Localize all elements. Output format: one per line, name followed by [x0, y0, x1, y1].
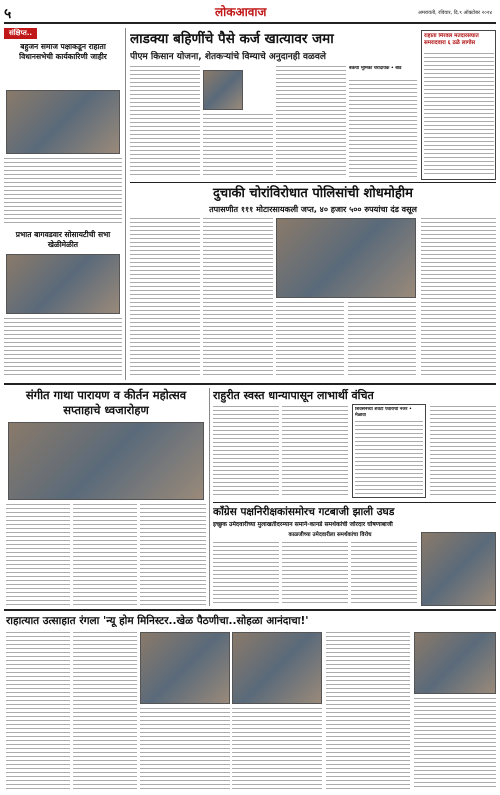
second-body-col4	[348, 302, 416, 378]
congress-body-col3	[351, 542, 417, 606]
lead-byline-box: बँकेची भूमिका चेरादायक • बोड	[349, 66, 402, 71]
sidebar-photo-2	[6, 254, 120, 314]
bottom-body-col3	[140, 708, 230, 790]
congress-headline: काँग्रेस पक्षनिरीक्षकांसमोरच गटबाजी झाली उघड	[213, 506, 395, 518]
page-number: ५	[4, 6, 12, 22]
second-body-col5	[421, 218, 496, 378]
bottom-photo-1	[140, 632, 230, 704]
congress-subhead: इच्छुक उमेदवारीच्या मुलाखतीदरम्यान समाने-कानडे समर्थकांची जोरदार घोषणाबाजी	[213, 521, 393, 528]
row3-right-body	[430, 406, 496, 498]
row3-left-body-col3	[140, 504, 206, 606]
bottom-body-col4	[232, 708, 322, 790]
bottom-body-col2	[73, 632, 137, 790]
row3-mid-headline: राहुरीत स्वस्त धान्यापासून लाभार्थी वंचित	[213, 389, 374, 402]
lead-body-col3	[276, 66, 346, 178]
lead-body-col4	[349, 80, 417, 178]
lead-sidebar-box	[421, 30, 496, 180]
second-headline: दुचाकी चोरांविरोधात पोलिसांची शोधमोहीम	[213, 186, 413, 201]
sidebar-photo	[6, 90, 120, 154]
second-body-col1	[130, 218, 200, 378]
second-body-col3	[276, 302, 344, 378]
row3-divider	[209, 388, 210, 606]
lead-subhead: पीएम किसान योजना, शेतकऱ्यांचे विम्याचे अनुदानही वळवले	[130, 52, 327, 62]
row3-left-headline: संगीत गाथा पारायण व कीर्तन महोत्सव सप्ताहाचे ध्वजारोहण	[25, 388, 187, 417]
masthead	[0, 0, 500, 26]
bottom-photo-3	[414, 632, 496, 694]
row3-box-body	[355, 421, 423, 495]
section-rule-2	[130, 182, 496, 183]
dateline: अमरावती, रविवार, दि.९ ऑक्टोबर २०२४	[418, 10, 492, 16]
second-subhead: तपासणीत १११ मोटारसायकली जप्त, ४० हजार ५०० रुपयांचा दंड वसूल	[209, 205, 417, 214]
sidebar-column	[4, 28, 122, 380]
congress-body-col2	[282, 542, 348, 606]
bottom-photo-2	[232, 632, 322, 704]
bottom-headline: राहात्यात उत्साहात रंगला 'न्यू होम मिनिस्टर..खेळ पैठणीचा..सोहळा आनंदाचा!'	[6, 615, 309, 627]
sidebar-story1-headline: बहुजन समाज पक्षाकडून राहाता विधानसभेची कार्यकारिणी जाहीर	[19, 42, 107, 61]
lead-sidebar-headline: राहाता मिरवल मतदारसंघात समरादवारा ६ ठळे लागोस	[424, 33, 479, 46]
row3-mid-body-col2	[282, 406, 348, 498]
congress-body-col1	[213, 542, 279, 606]
sidebar-story2-headline: प्रभात बागवडवार सोसायटीची सभा खेळीमेळीत	[15, 230, 111, 249]
row3-left-body-col2	[73, 504, 137, 606]
lead-sidebar-body	[424, 53, 494, 177]
bottom-body-col6	[414, 698, 496, 790]
section-rule-5	[4, 609, 496, 611]
section-rule-4	[213, 502, 496, 503]
second-photo	[276, 218, 416, 298]
section-rule-3	[4, 383, 496, 385]
row3-left-photo	[8, 422, 204, 500]
congress-photo	[421, 532, 496, 606]
row3-left-body-col1	[6, 504, 70, 606]
masthead-rule	[4, 22, 496, 24]
sidebar-story1-body	[4, 158, 122, 226]
sidebar-divider	[125, 28, 126, 380]
congress-inner-headline: काळजीच्या उमेदवारीला समर्थकांचा विरोध	[288, 532, 372, 538]
bottom-body-col1	[6, 632, 70, 790]
lead-headline: लाडक्या बहिणींचे पैसे कर्ज खात्यावर जमा	[130, 31, 334, 47]
row3-box-headline: शिवसेनेच्या शेवटी पवारांची नजर • मेळावा	[355, 407, 412, 418]
second-body-col2	[203, 218, 273, 378]
lead-body-col1	[130, 66, 200, 178]
brand-logo: लोकआवाज	[215, 5, 267, 19]
row3-inset-box	[352, 404, 426, 498]
sidebar-story2-body	[4, 318, 122, 378]
row3-mid-body-col1	[213, 406, 279, 498]
sidebar-tag: संक्षिप्त..	[4, 28, 37, 39]
lead-body-col2	[203, 114, 273, 178]
lead-portrait	[203, 70, 243, 110]
bottom-body-col5	[326, 632, 410, 790]
